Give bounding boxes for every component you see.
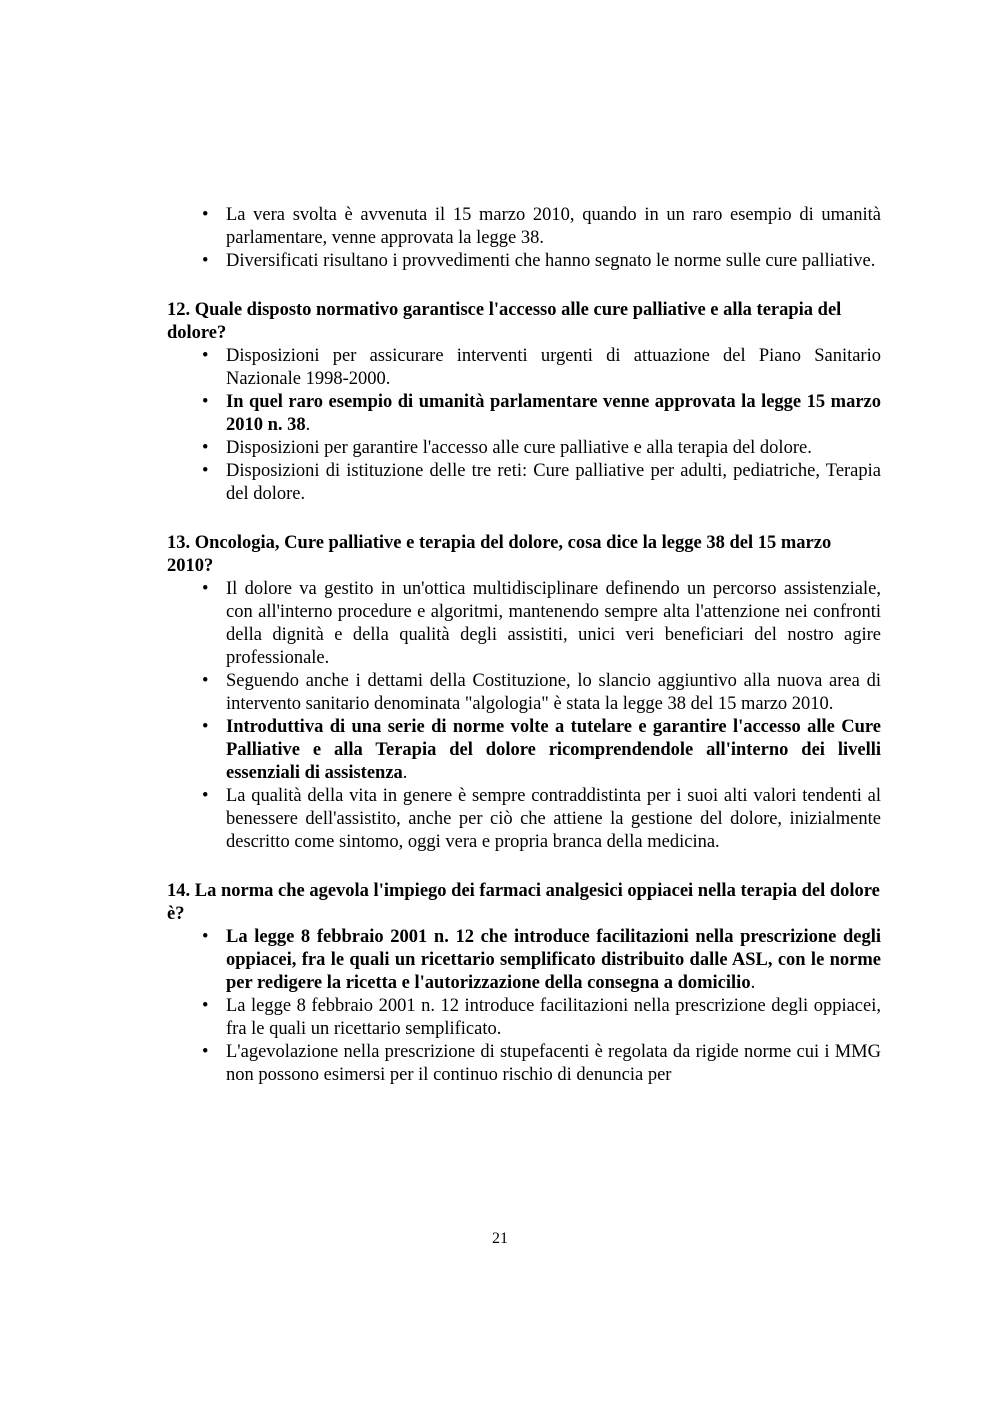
intro-bullet-list (167, 204, 881, 273)
question-13 (167, 532, 881, 854)
answer-list (167, 345, 881, 506)
answer-option-correct-text: In quel raro esempio di umanità parlamentare venne approvata la legge 15 marzo 2010 n. 38 (226, 392, 881, 435)
intro-bullet: • Diversificati risultano i provvedimenti che hanno segnato le norme sulle cure palliative. (226, 250, 881, 273)
answer-option-correct: • Introduttiva di una serie di norme volte a tutelare e garantire l'accesso alle Cure Palliative e alla Terapia del dolore ricomprendendole all'interno dei livelli essenziali di assistenza. (226, 716, 881, 785)
answer-option: • Disposizioni di istituzione delle tre reti: Cure palliative per adulti, pediatriche, Terapia del dolore. (226, 460, 881, 506)
answer-option: • Disposizioni per assicurare interventi urgenti di attuazione del Piano Sanitario Nazionale 1998-2000. (226, 345, 881, 391)
answer-list (167, 926, 881, 1087)
answer-option: • La legge 8 febbraio 2001 n. 12 introduce facilitazioni nella prescrizione degli oppiacei, fra le quali un ricettario semplificato. (226, 995, 881, 1041)
answer-option: • La qualità della vita in genere è sempre contraddistinta per i suoi alti valori tendenti al benessere dell'assistito, anche per ciò che attiene la gestione del dolore, inizialmente descritto come sintomo, oggi vera e propria branca della medicina. (226, 785, 881, 854)
answer-option: • Disposizioni per garantire l'accesso alle cure palliative e alla terapia del dolore. (226, 437, 881, 460)
question-title: 12. Quale disposto normativo garantisce l'accesso alle cure palliative e alla terapia del dolore? (167, 300, 842, 343)
page-number: 21 (492, 1230, 508, 1247)
question-12 (167, 299, 881, 506)
answer-option-correct-text: La legge 8 febbraio 2001 n. 12 che introduce facilitazioni nella prescrizione degli oppiacei, fra le quali un ricettario semplificato distribuito dalle ASL, con le norme per redigere la ricetta e l'autorizzazione della consegna a domicilio (226, 927, 881, 993)
answer-list (167, 578, 881, 854)
question-14 (167, 880, 881, 1087)
question-title: 13. Oncologia, Cure palliative e terapia del dolore, cosa dice la legge 38 del 15 marzo 2010? (167, 533, 832, 576)
answer-option: • L'agevolazione nella prescrizione di stupefacenti è regolata da rigide norme cui i MMG non possono esimersi per il continuo rischio di denuncia per (226, 1041, 881, 1087)
question-title: 14. La norma che agevola l'impiego dei farmaci analgesici oppiacei nella terapia del dolore è? (167, 881, 880, 924)
answer-option-correct: • In quel raro esempio di umanità parlamentare venne approvata la legge 15 marzo 2010 n. 38. (226, 391, 881, 437)
answer-option-correct: • La legge 8 febbraio 2001 n. 12 che introduce facilitazioni nella prescrizione degli oppiacei, fra le quali un ricettario semplificato distribuito dalle ASL, con le norme per redigere la ricetta e l'autorizzazione della consegna a domicilio. (226, 926, 881, 995)
intro-bullet: • La vera svolta è avvenuta il 15 marzo 2010, quando in un raro esempio di umanità parlamentare, venne approvata la legge 38. (226, 204, 881, 250)
answer-option-correct-text: Introduttiva di una serie di norme volte a tutelare e garantire l'accesso alle Cure Palliative e alla Terapia del dolore ricomprendendole all'interno dei livelli essenziali di assistenza (226, 717, 881, 783)
document-body (167, 204, 881, 1087)
answer-option: • Seguendo anche i dettami della Costituzione, lo slancio aggiuntivo alla nuova area di intervento sanitario denominata "algologia" è stata la legge 38 del 15 marzo 2010. (226, 670, 881, 716)
answer-option: • Il dolore va gestito in un'ottica multidisciplinare definendo un percorso assistenziale, con all'interno procedure e algoritmi, mantenendo sempre alta l'attenzione nei confronti della dignità e della qualità degli assistiti, unici veri beneficiari del nostro agire professionale. (226, 578, 881, 670)
